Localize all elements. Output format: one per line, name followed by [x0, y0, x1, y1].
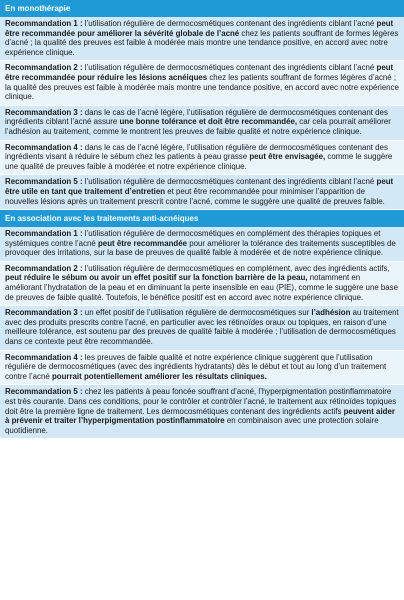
recommendation-row: [0, 175, 404, 210]
rec-label: Recommandation 5 :: [5, 387, 83, 397]
rec-emphasis: peut être recommandée: [97, 238, 188, 248]
rec-emphasis: peut être recommandée pour améliorer la sévérité globale de l’acné: [5, 19, 394, 38]
rec-text: au traitement avec des produits prescrits contre l’acné, en particulier avec les rétinoïdes oraux ou topiques, en raison d’une meilleure tolérance, est soutenu par des preuves de qualité faible à modérée ; l’utilisation de dermocosmétiques dans ce contexte peut être recommandée.: [5, 308, 399, 347]
rec-text: chez les patients à peau foncée souffrant d’acné, l’hyperpigmentation postinflammatoire est très courante. Dans ces conditions, pour le contrôler et contrôler l’acné, le traitement aux rétinoïdes topiques doit être la première ligne de traitement. Les dermocosmétiques contenant des ingrédients actifs: [5, 387, 397, 416]
rec-emphasis: peut réduire le sébum ou avoir un effet positif sur la fonction barrière de la peau,: [5, 273, 308, 283]
rec-text: en combinaison avec une protection solaire quotidienne.: [5, 416, 379, 435]
rec-text: un effet positif de l’utilisation régulière de dermocosmétiques sur: [82, 308, 312, 318]
rec-emphasis: peut être utile en tant que traitement d’entretien: [5, 177, 394, 196]
rec-text: l’utilisation régulière de dermocosmétiques en complément des thérapies topiques et systémiques contre l’acné: [5, 229, 381, 248]
rec-text: l’utilisation régulière de dermocosmétiques en complément, avec des ingrédients actifs,: [82, 263, 390, 273]
rec-text: et peut être recommandée pour minimiser l’apparition de nouvelles lésions après un traitement prescrit contre l’acné, comme le suggère une qualité de preuves faible.: [5, 186, 385, 206]
section-header-combination: En association avec les traitements anti-acnéiques: [0, 210, 404, 227]
rec-text: pour améliorer la tolérance des traitements susceptibles de provoquer des irritations, sur la base de preuves de qualité faible à modérée et de notre expérience clinique.: [5, 238, 396, 258]
rec-label: Recommandation 1 :: [5, 19, 83, 28]
rec-emphasis: peut être envisagée,: [249, 152, 326, 162]
recommendation-row: [0, 262, 404, 306]
rec-text: car cela pourrait améliorer l’adhésion au traitement, comme le montrent les preuves de faible qualité et notre expérience clinique.: [5, 117, 391, 136]
rec-text: chez les patients souffrant de formes légères d’acné ; la qualité des preuves est faible à modérée mais montre une tendance positive, en accord avec notre expérience clinique.: [5, 72, 399, 102]
rec-text: l’utilisation régulière de dermocosmétiques contenant des ingrédients ciblant l’acné: [82, 63, 377, 73]
rec-text: notamment en améliorant l’hydratation de la peau et en diminuant la perte insensible en eau (PIE), comme le suggère une base de preuves de faible qualité. Toutefois, le bénéfice positif est en accord avec notre expérience clinique.: [5, 273, 399, 302]
rec-label: Recommandation 5 :: [5, 177, 83, 187]
rec-text: l’utilisation régulière de dermocosmétiques contenant des ingrédients ciblant l’acné: [82, 177, 377, 187]
recommendation-row: [0, 106, 404, 141]
rec-emphasis: l’adhésion: [311, 308, 351, 318]
rec-text: dans le cas de l’acné légère, l’utilisation régulière de dermocosmétiques contenant des ingrédients ciblant l’acné assure: [5, 107, 388, 127]
section-header-monotherapy: En monothérapie: [0, 0, 404, 17]
rec-emphasis: une bonne tolérance et doit être recommandée,: [119, 117, 298, 127]
rec-label: Recommandation 2 :: [5, 63, 83, 73]
rec-text: l’utilisation régulière de dermocosmétiques contenant des ingrédients ciblant l’acné: [82, 19, 377, 28]
recommendation-row: [0, 227, 404, 262]
rec-label: Recommandation 2 :: [5, 263, 83, 273]
recommendation-row: [0, 306, 404, 350]
recommendation-row: [0, 385, 404, 439]
rec-text: chez les patients souffrant de formes légères d’acné ; la qualité des preuves est faible à modérée mais montre une tendance positive, en accord avec notre expérience clinique.: [5, 28, 399, 57]
recommendation-row: [0, 61, 404, 105]
rec-emphasis: peut être recommandée pour réduire les lésions acnéiques: [5, 63, 394, 82]
rec-label: Recommandation 4 :: [5, 352, 83, 362]
rec-label: Recommandation 3 :: [5, 308, 83, 318]
rec-text: les preuves de faible qualité et notre expérience clinique suggèrent que l’utilisation régulière de dermocosmétiques (avec des ingrédients hydratants) dès le début et tout au long d’un traitement contre l’acné: [5, 352, 387, 381]
rec-emphasis: pourrait potentiellement améliorer les résultats cliniques.: [51, 371, 267, 381]
rec-label: Recommandation 4 :: [5, 142, 83, 152]
rec-text: dans le cas de l’acné légère, l’utilisation régulière de dermocosmétiques contenant des ingrédients visant à réduire le sébum chez les patients à peau grasse: [5, 142, 388, 162]
rec-text: comme le suggère une qualité de preuves faible à modérée et notre expérience clinique.: [5, 152, 393, 171]
recommendation-row: [0, 17, 404, 61]
rec-emphasis: peuvent aider à prévenir et traiter l’hyperpigmentation postinflammatoire: [5, 406, 395, 426]
rec-label: Recommandation 3 :: [5, 107, 83, 117]
recommendation-row: [0, 141, 404, 176]
rec-label: Recommandation 1 :: [5, 229, 83, 239]
recommendation-row: [0, 351, 404, 386]
